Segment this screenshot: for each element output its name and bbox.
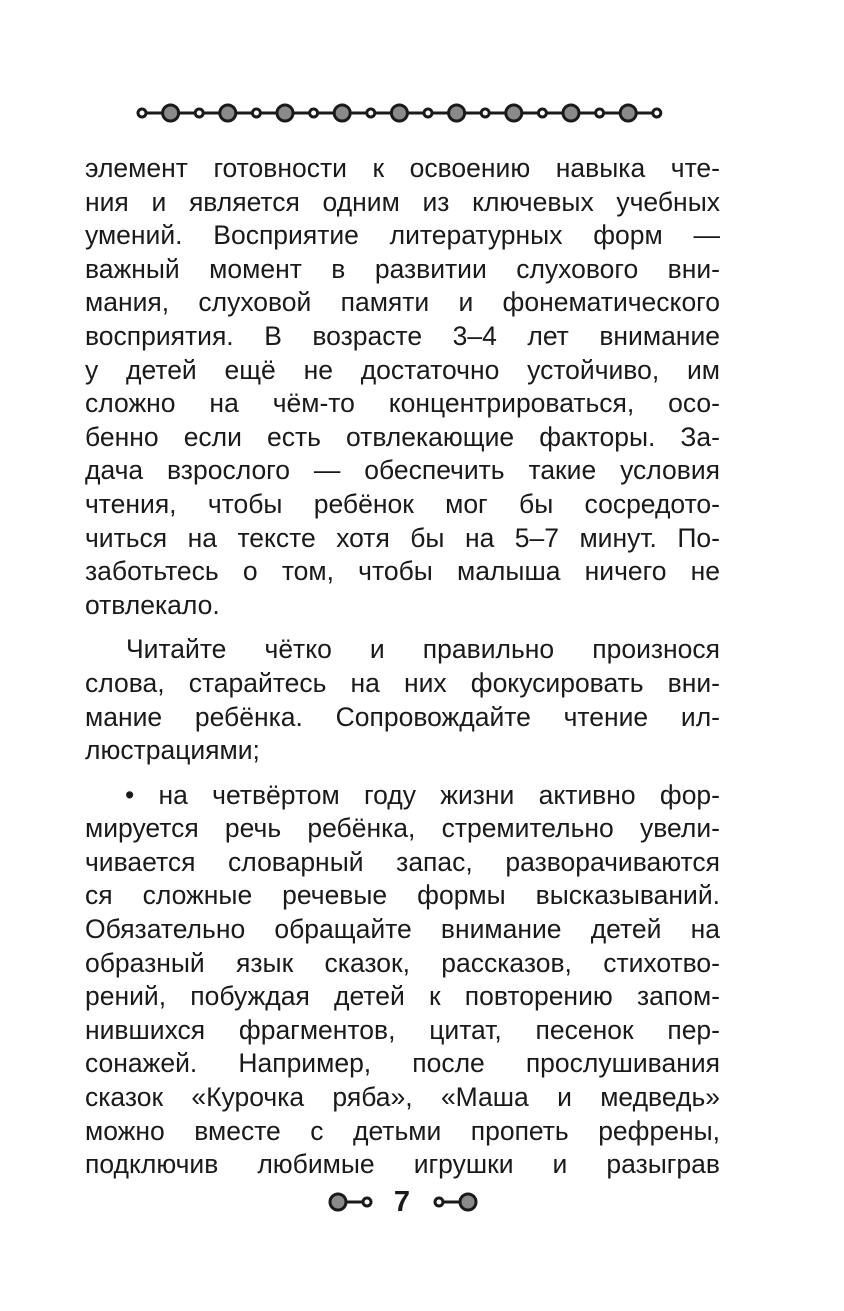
text-line: образный язык сказок, рассказов, стихотво-	[85, 947, 720, 978]
text-line: восприятия. В возрасте 3–4 лет внимание	[85, 320, 720, 351]
ornament-large-circle	[506, 105, 522, 121]
ornament-small-circle	[252, 109, 260, 117]
text-line: чтения, чтобы ребёнок мог бы сосредото-	[85, 488, 720, 519]
footer-ornament-right	[430, 1190, 480, 1214]
ornament-small-circle	[596, 109, 604, 117]
footer-ornament-left	[326, 1190, 376, 1214]
page-text	[85, 152, 720, 1182]
ornament-small-circle	[538, 109, 546, 117]
paragraph-1	[85, 152, 720, 622]
text-line: мание ребёнка. Сопровождайте чтение ил-	[85, 701, 720, 732]
text-line: ся сложные речевые формы высказываний.	[85, 880, 720, 911]
text-line: умений. Восприятие литературных форм —	[85, 220, 720, 251]
ornament-large-circle	[163, 105, 179, 121]
ornament-small-circle	[653, 109, 661, 117]
text-line: Читайте чётко и правильно произнося	[126, 634, 720, 665]
text-line: нившихся фрагментов, цитат, песенок пер-	[85, 1014, 720, 1045]
ornament-small-circle	[367, 109, 375, 117]
ornament-large-circle	[563, 105, 579, 121]
ornament-large-circle	[449, 105, 465, 121]
text-line: элемент готовности к освоению навыка чте-	[85, 153, 720, 183]
ornament-large-circle	[220, 105, 236, 121]
top-ornament-chain	[136, 96, 668, 130]
text-line: важный момент в развитии слухового вни-	[85, 253, 720, 284]
ornament-large-circle	[277, 105, 293, 121]
text-line: бенно если есть отвлекающие факторы. За-	[85, 421, 720, 452]
ornament-small-circle	[481, 109, 489, 117]
text-line: люстрациями;	[85, 735, 260, 766]
text-line: чивается словарный запас, разворачиваются	[85, 846, 720, 877]
text-line: подключив любимые игрушки и разыграв	[85, 1149, 720, 1180]
page-number: 7	[393, 1186, 411, 1218]
text-line: мируется речь ребёнка, стремительно увели-	[85, 813, 720, 844]
ornament-small-circle	[138, 109, 146, 117]
text-line: сонажей. Например, после прослушивания	[85, 1048, 720, 1079]
text-line: • на четвёртом году жизни активно фор-	[125, 779, 720, 810]
ornament-small-circle	[310, 109, 318, 117]
ornament-large-circle	[620, 105, 636, 121]
text-line: у детей ещё не достаточно устойчиво, им	[85, 354, 720, 385]
text-line: заботьтесь о том, чтобы малыша ничего не	[85, 556, 720, 587]
page-footer	[0, 1184, 844, 1220]
ornament-small-circle	[424, 109, 432, 117]
ornament-large-circle	[391, 105, 407, 121]
ornament-large-circle	[334, 105, 350, 121]
text-line: сложно на чём-то концентрироваться, осо-	[85, 388, 720, 419]
paragraph-3-bullet	[85, 779, 720, 1182]
text-line: дача взрослого — обеспечить такие условия	[85, 455, 720, 486]
text-line: Обязательно обращайте внимание детей на	[85, 914, 720, 945]
text-line: отвлекало.	[85, 589, 220, 620]
paragraph-2	[85, 633, 720, 767]
text-line: мания, слуховой памяти и фонематического	[85, 287, 720, 318]
text-line: читься на тексте хотя бы на 5–7 минут. По-	[85, 522, 720, 553]
text-line: можно вместе с детьми пропеть рефрены,	[85, 1115, 720, 1146]
text-line: сказок «Курочка ряба», «Маша и медведь»	[85, 1082, 720, 1113]
ornament-small-circle	[195, 109, 203, 117]
text-line: ния и является одним из ключевых учебных	[85, 186, 720, 217]
text-line: слова, старайтесь на них фокусировать вни-	[85, 667, 720, 698]
text-line: рений, побуждая детей к повторению запом-	[85, 981, 720, 1012]
